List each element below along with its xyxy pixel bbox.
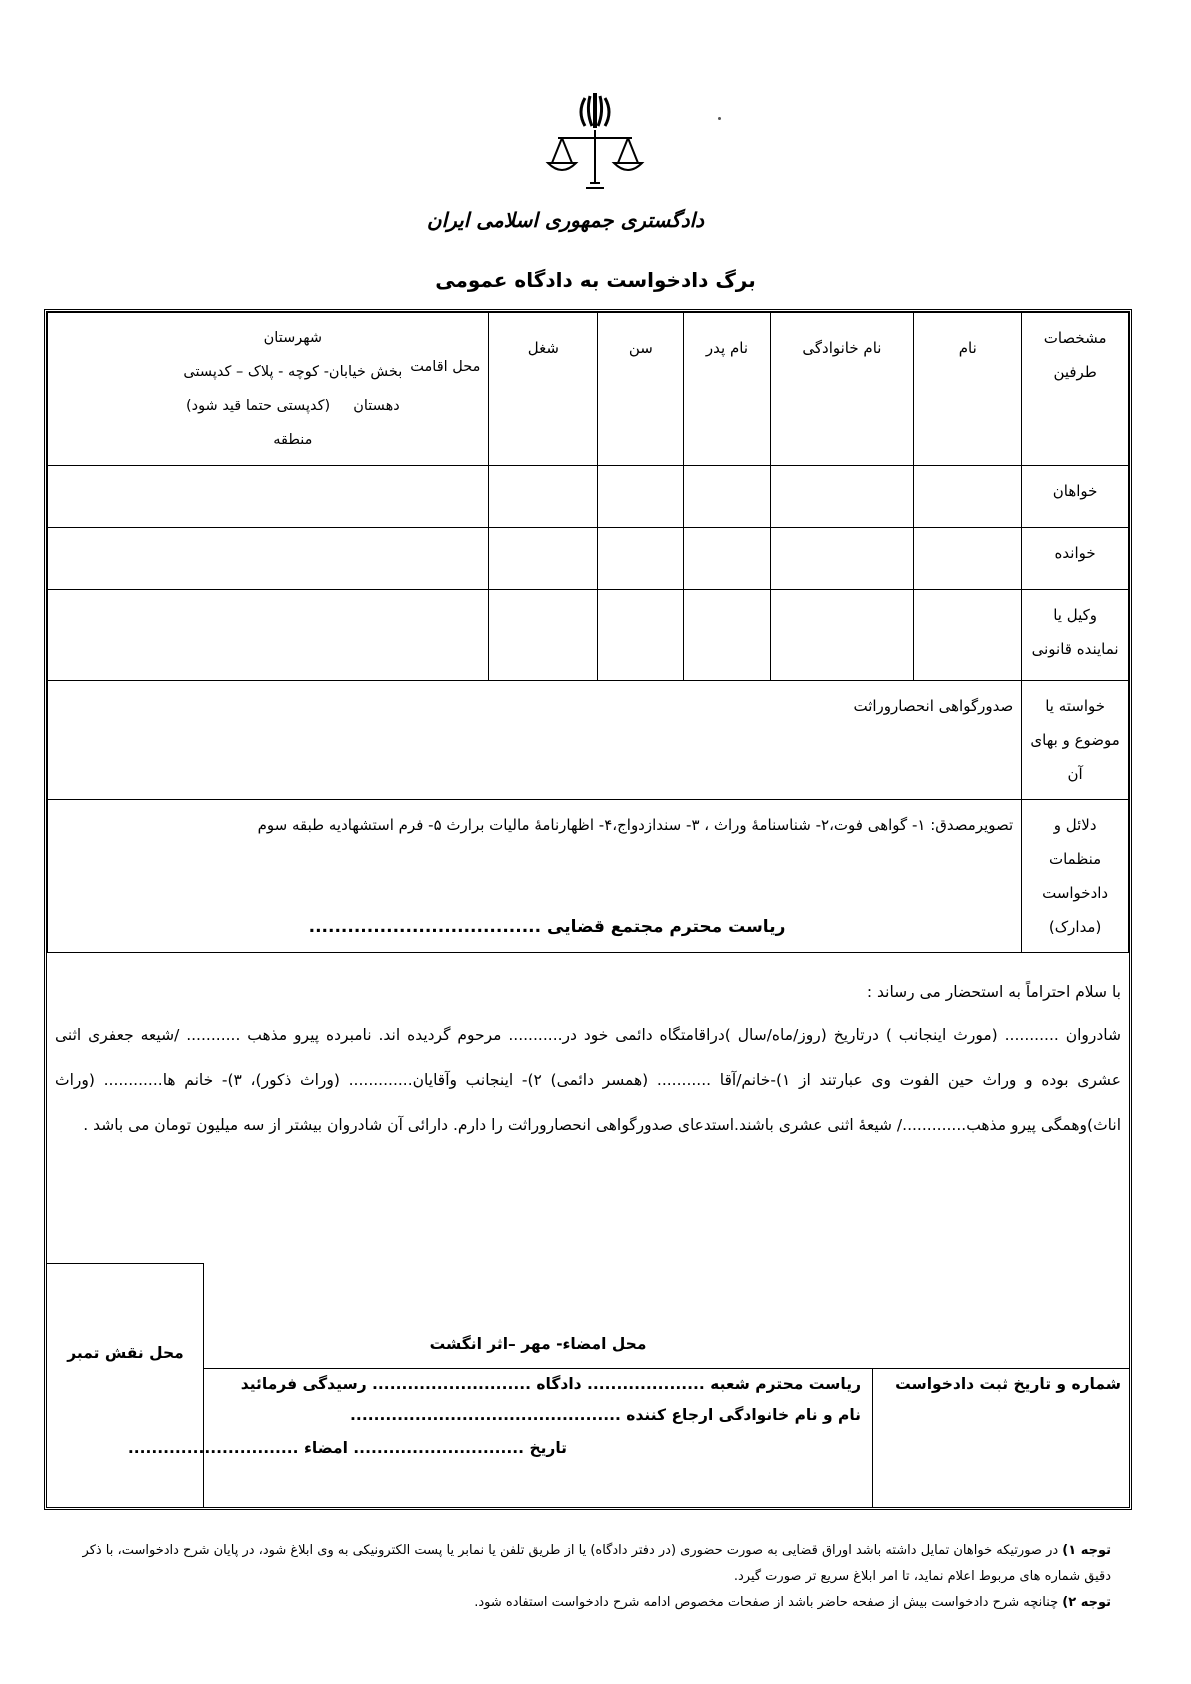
row-lawyer: وکیل یا نماینده قانونی — [1022, 590, 1129, 681]
request-value[interactable]: صدورگواهی انحصاروراثت — [48, 681, 1022, 800]
note-2 — [81, 1590, 1111, 1616]
plaintiff-father-cell[interactable] — [684, 466, 770, 528]
bottom-section — [47, 1263, 1129, 1507]
defendant-name-cell[interactable] — [914, 528, 1022, 590]
col-address — [48, 313, 489, 466]
lawyer-father-cell[interactable] — [684, 590, 770, 681]
note-1 — [81, 1538, 1111, 1590]
referral-line-3[interactable]: تاریخ ............................. امضاء ............................. — [127, 1439, 567, 1457]
petition-title: ریاست محترم مجتمع قضایی .................................... — [308, 917, 786, 937]
row-defendant: خوانده — [1022, 528, 1129, 590]
col-family: نام خانوادگی — [770, 313, 914, 466]
lawyer-address-cell[interactable] — [48, 590, 489, 681]
col-job: شغل — [489, 313, 598, 466]
page-title: برگ دادخواست به دادگاه عمومی — [435, 268, 756, 292]
col-name: نام — [914, 313, 1022, 466]
defendant-age-cell[interactable] — [598, 528, 684, 590]
referral-line-1[interactable]: ریاست محترم شعبه .................... دادگاه ........................... رسیدگی فرمائید — [240, 1375, 861, 1393]
address-line-3: دهستان (کدپستی حتما قید شود) — [185, 398, 400, 414]
divider — [872, 1368, 873, 1507]
plaintiff-age-cell[interactable] — [598, 466, 684, 528]
row-plaintiff: خواهان — [1022, 466, 1129, 528]
lawyer-job-cell[interactable] — [489, 590, 598, 681]
signature-label: محل امضاء- مهر –اثر انگشت — [429, 1335, 647, 1353]
lawyer-family-cell[interactable] — [770, 590, 914, 681]
col-age: سن — [598, 313, 684, 466]
divider — [204, 1368, 1129, 1369]
evidence-label: دلائل و منظمات دادخواست (مدارک) — [1022, 800, 1129, 953]
lawyer-age-cell[interactable] — [598, 590, 684, 681]
plaintiff-address-cell[interactable] — [48, 466, 489, 528]
referral-line-2[interactable]: نام و نام خانوادگی ارجاع کننده .............................................. — [350, 1406, 861, 1424]
judiciary-emblem-icon — [540, 88, 650, 198]
plaintiff-family-cell[interactable] — [770, 466, 914, 528]
address-line-4: منطقه — [273, 432, 313, 448]
decorative-dot — [718, 117, 721, 120]
note-2-label: توجه ۲) — [1062, 1595, 1111, 1610]
registration-label: شماره و تاریخ ثبت دادخواست — [895, 1375, 1121, 1393]
address-line-1: شهرستان — [263, 330, 323, 346]
request-label: خواسته یا موضوع و بهای آن — [1022, 681, 1129, 800]
petition-body[interactable]: شادروان ........... (مورث اینجانب ) درتاریخ (روز/ماه/سال )دراقامتگاه دائمی خود در........... مرحوم گردیده اند. نامبرده پیرو مذهب ........... /شیعه جعفری اثنی عشری بوده و وراث حین الفوت وی عبارتند از ۱)-خانم/آقا ........... (همسر دائمی) ۲)- اینجانب وآقایان............. (وراث ذکور)، ۳)- خانم ها............ (وراث اناث)وهمگی پیرو مذهب............./ شیعهٔ اثنی عشری باشند.استدعای صدورگواهی انحصاروراثت را دارم. دارائی آن شادروان بیشتر از سه میلیون تومان می باشد . — [55, 1026, 1122, 1134]
col-residence: محل اقامت — [410, 359, 481, 375]
note-1-text: در صورتیکه خواهان تمایل داشته باشد اوراق قضایی به صورت حضوری (در دفتر دادگاه) یا از طریق تلفن یا نمابر یا پست الکترونیکی به وی ابلاغ شود، در پایان شرح دادخواست، با ذکر دقیق شماره های مربوط اعلام نماید، تا امر ابلاغ سریع تر صورت گیرد. — [82, 1543, 1111, 1584]
petition-greeting: با سلام احتراماً به استحضار می رساند : — [866, 983, 1121, 1001]
defendant-job-cell[interactable] — [489, 528, 598, 590]
defendant-family-cell[interactable] — [770, 528, 914, 590]
defendant-address-cell[interactable] — [48, 528, 489, 590]
defendant-father-cell[interactable] — [684, 528, 770, 590]
lawyer-name-cell[interactable] — [914, 590, 1022, 681]
parties-table — [47, 312, 1129, 953]
stamp-box — [47, 1263, 204, 1507]
col-parties: مشخصات طرفین — [1022, 313, 1129, 466]
notes — [81, 1538, 1111, 1616]
col-father: نام پدر — [684, 313, 770, 466]
judiciary-name: دادگستری جمهوری اسلامی ایران — [426, 208, 705, 232]
plaintiff-name-cell[interactable] — [914, 466, 1022, 528]
address-line-2: بخش خیابان- کوچه - پلاک – کدپستی — [183, 364, 403, 380]
evidence-value[interactable]: تصویرمصدق: ۱- گواهی فوت،۲- شناسنامهٔ وراث ، ۳- سندازدواج،۴- اظهارنامهٔ مالیات برارث ۵- فرم استشهادیه طبقه سوم — [48, 800, 1022, 953]
stamp-label: محل نقش تمبر — [67, 1344, 184, 1362]
note-2-text: چنانچه شرح دادخواست بیش از صفحه حاضر باشد از صفحات مخصوص ادامه شرح دادخواست استفاده شود. — [474, 1595, 1063, 1610]
plaintiff-job-cell[interactable] — [489, 466, 598, 528]
note-1-label: توجه ۱) — [1062, 1543, 1111, 1558]
petition-section — [47, 913, 1129, 1263]
